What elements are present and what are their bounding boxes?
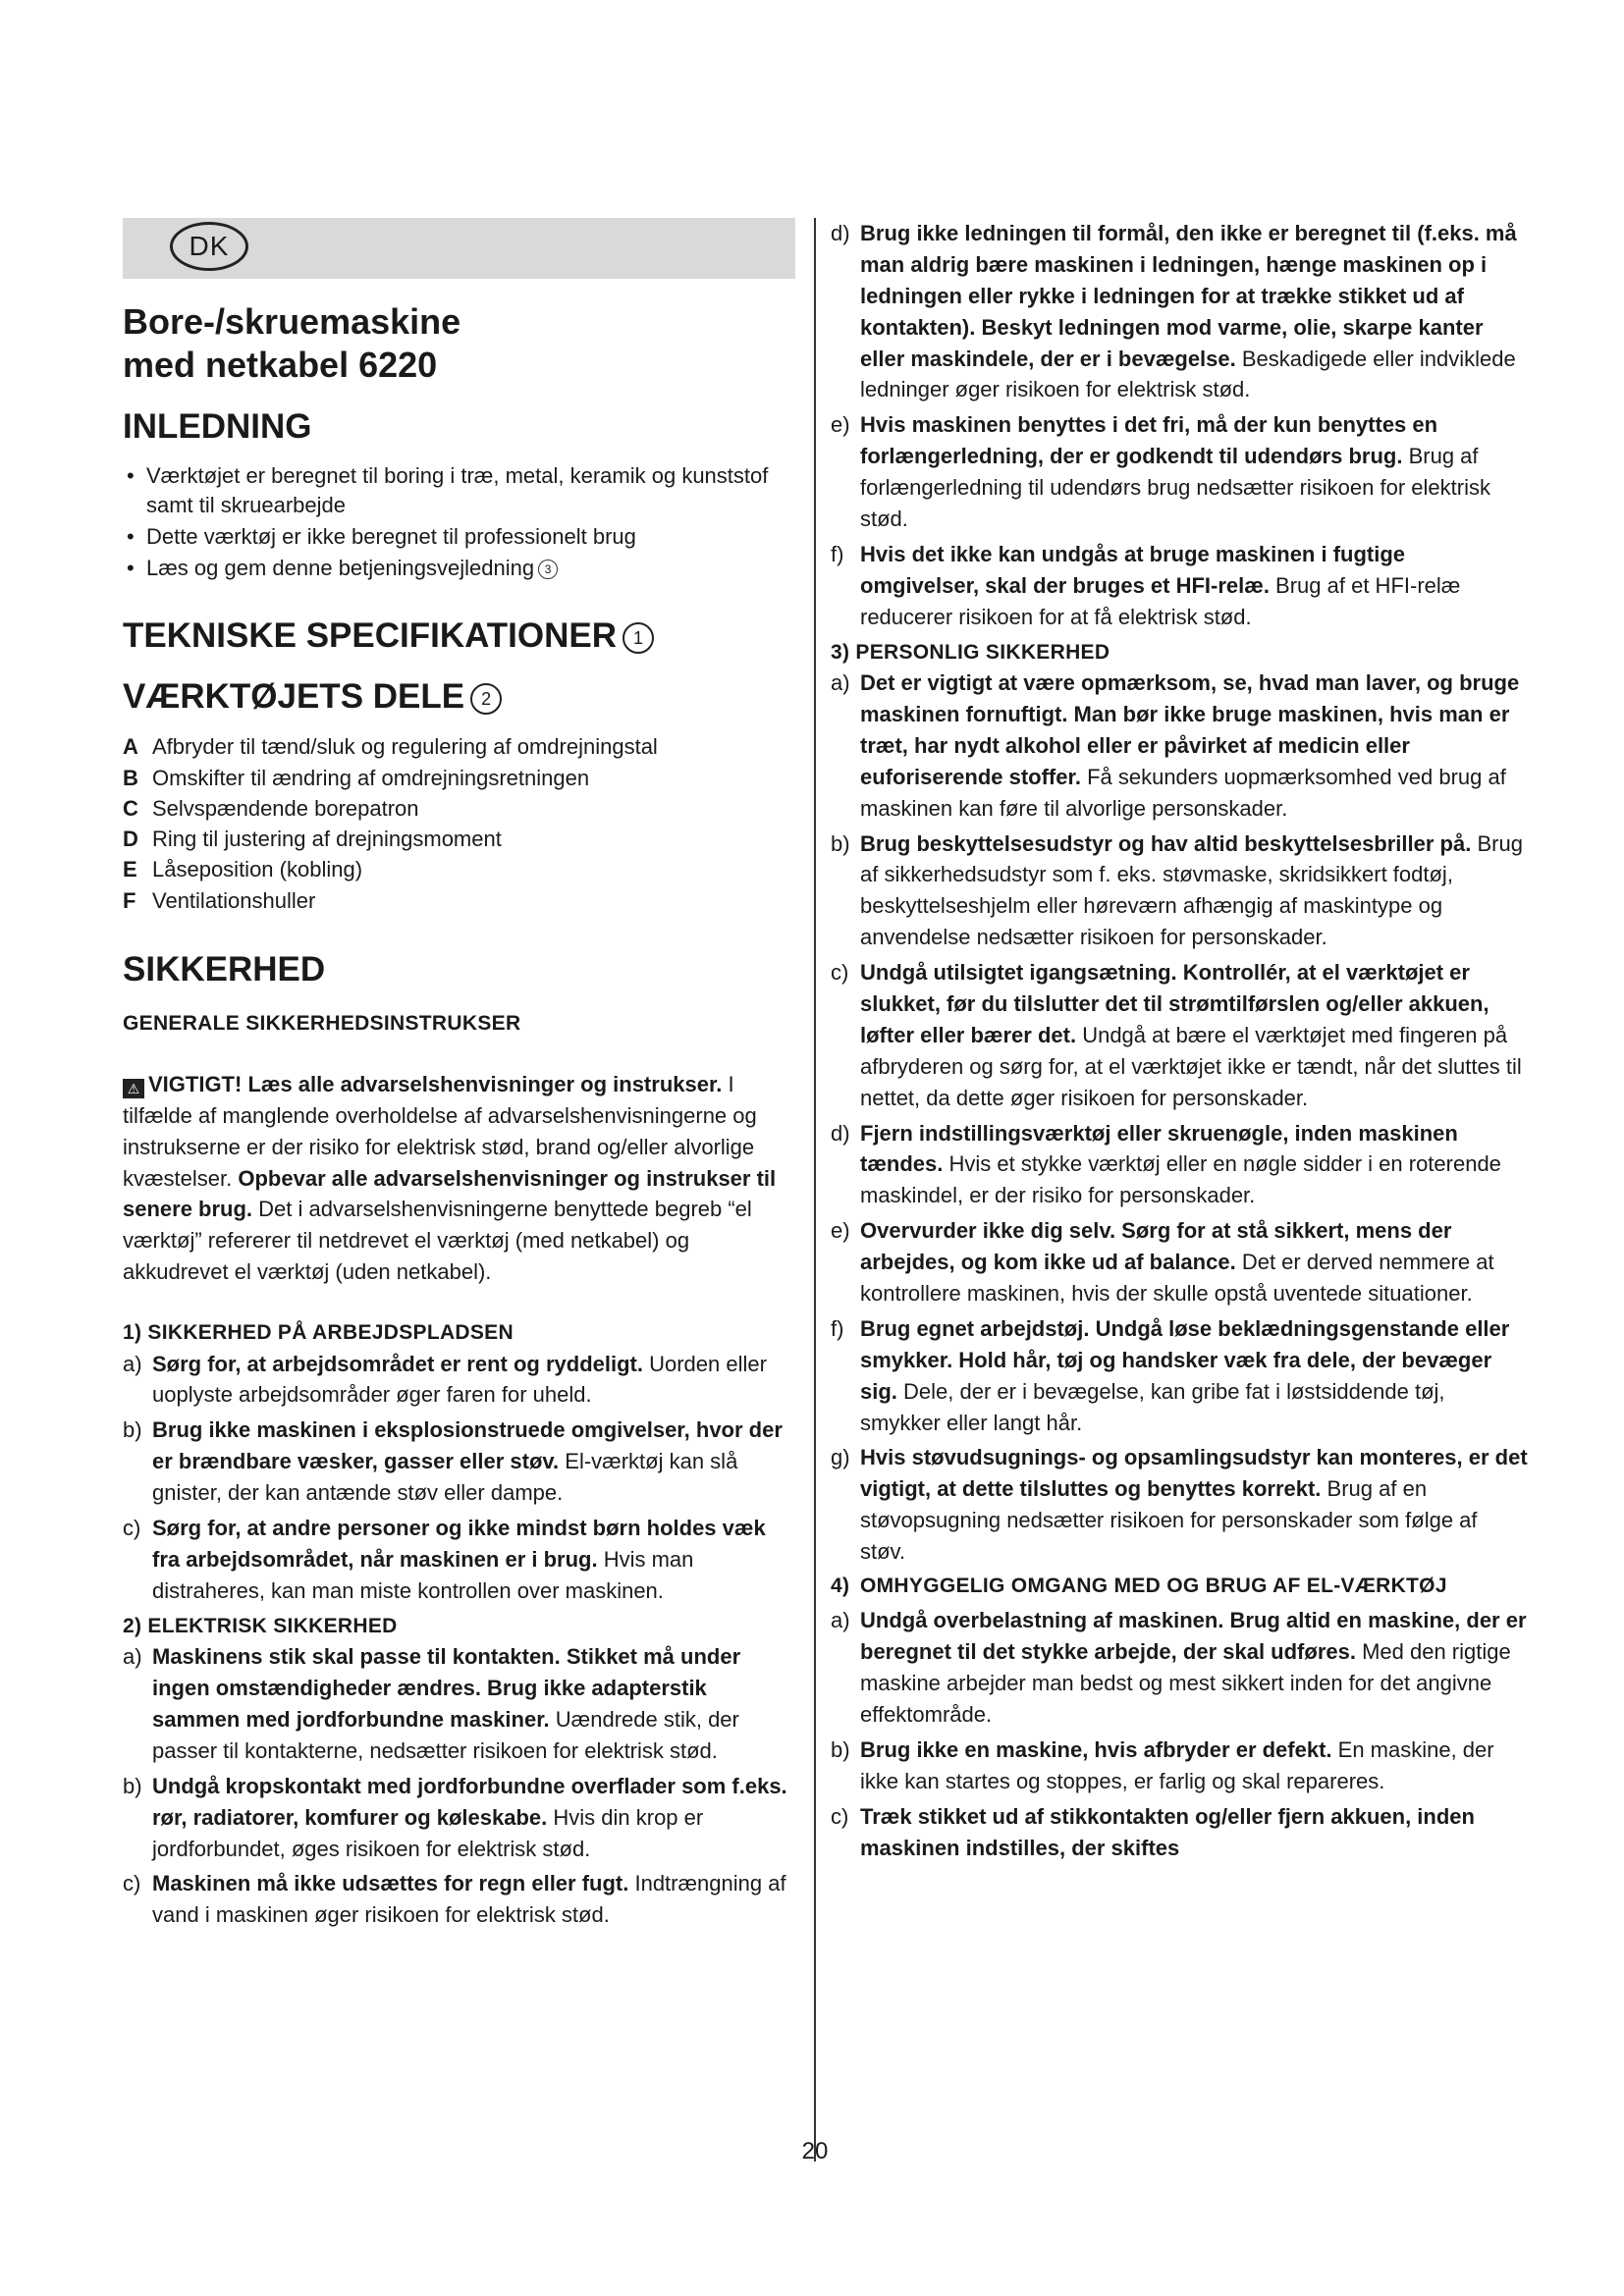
section-3-list — [831, 667, 1528, 1568]
list-item: f) Brug egnet arbejdstøj. Undgå løse beklædningsgenstande eller smykker. Hold hår, tøj og handsker væk fra dele, der bevæger sig. Dele, der er i bevægelse, kan gribe fat i løstsiddende tøj, smykker eller langt hår. — [831, 1315, 1510, 1435]
column-divider — [814, 218, 816, 2162]
section-1-list — [123, 1349, 795, 1607]
list-item: d) Fjern indstillingsværktøj eller skruenøgle, inden maskinen tændes. Hvis et stykke værktøj eller en nøgle sidder i en roterende maskindel, er der risiko for personskader. — [831, 1120, 1501, 1208]
list-item: b) Undgå kropskontakt med jordforbundne overflader som f.eks. rør, radiatorer, komfurer og køleskabe. Hvis din krop er jordforbundet, øges risikoen for elektrisk stød. — [123, 1773, 787, 1861]
language-band — [123, 218, 795, 279]
part-item: B Omskifter til ændring af omdrejningsretningen — [123, 765, 590, 790]
page-number: 20 — [801, 2138, 829, 2164]
parts-list — [123, 731, 795, 915]
parts-heading: VÆRKTØJETS DELE 2 — [123, 676, 795, 718]
list-item: a) Sørg for, at arbejdsområdet er rent og ryddeligt. Uorden eller uoplyste arbejdsområder øger faren for uheld. — [123, 1351, 767, 1408]
list-item: e) Overvurder ikke dig selv. Sørg for at stå sikkert, mens der arbejdes, og kom ikke ud af balance. Det er derved nemmere at kontrollere maskinen, hvis der skulle opstå uventede situationer. — [831, 1218, 1494, 1306]
list-item: d) Brug ikke ledningen til formål, den ikke er beregnet til (f.eks. må man aldrig bære maskinen i ledningen, hænge maskinen op i ledningen eller rykke i ledningen for at trække stikket ud af kontakten). Beskyt ledningen mod varme, olie, skarpe kanter eller maskindele, der er i bevægelse. Beskadigede eller indviklede ledninger øger risikoen for elektrisk stød. — [831, 221, 1517, 402]
intro-heading: INLEDNING — [123, 406, 312, 446]
intro-bullet-2: • Dette værktøj er ikke beregnet til professionelt brug — [123, 522, 795, 552]
section-2-title: 2) ELEKTRISK SIKKERHED — [123, 1614, 398, 1637]
intro-bullet-1: • Værktøjet er beregnet til boring i træ, metal, keramik og kunststof samt til skruearbejde — [123, 461, 795, 520]
list-item: c) Træk stikket ud af stikkontakten og/eller fjern akkuen, inden maskinen indstilles, der skiftes — [831, 1803, 1475, 1860]
section-4-title: 4) OMHYGGELIG OMGANG MED OG BRUG AF EL-VÆRKTØJ — [831, 1575, 1447, 1598]
specs-heading: TEKNISKE SPECIFIKATIONER 1 — [123, 615, 795, 657]
list-item: c) Undgå utilsigtet igangsætning. Kontrollér, at el værktøjet er slukket, før du tilslutter det til strømtilførslen og/eller akkuen, løfter eller bærer det. Undgå at bære el værktøjet med fingeren på afbryderen og sørg for, at el værktøjet ikke er tændt, når det sluttes til nettet, da dette øger risikoen for personskader. — [831, 960, 1522, 1110]
list-item: c) Sørg for, at andre personer og ikke mindst børn holdes væk fra arbejdsområdet, når maskinen er i brug. Hvis man distraheres, kan man miste kontrollen over maskinen. — [123, 1516, 766, 1603]
intro-bullet-3: • Læs og gem denne betjeningsvejledning 3 — [123, 554, 795, 583]
title-line-1: Bore-/skruemaskine — [123, 301, 461, 342]
list-item: b) Brug ikke en maskine, hvis afbryder er defekt. En maskine, der ikke kan startes og stoppes, er farlig og skal repareres. — [831, 1737, 1494, 1793]
part-item: C Selvspændende borepatron — [123, 795, 419, 821]
part-item: E Låseposition (kobling) — [123, 857, 363, 882]
list-item: e) Hvis maskinen benyttes i det fri, må der kun benyttes en forlængerledning, der er godkendt til udendørs brug. Brug af forlængerledning til udendørs brug nedsætter risikoen for elektrisk stød. — [831, 412, 1490, 532]
list-item: c) Maskinen må ikke udsættes for regn eller fugt. Indtrængning af vand i maskinen øger risikoen for elektrisk stød. — [123, 1871, 786, 1928]
left-column — [123, 218, 795, 1935]
section-3-title: 3) PERSONLIG SIKKERHED — [831, 640, 1110, 664]
part-item: F Ventilationshuller — [123, 887, 316, 913]
section-4-list — [831, 1605, 1528, 1863]
ref-number-1: 1 — [623, 622, 654, 654]
list-item: a) Maskinens stik skal passe til kontakten. Stikket må under ingen omstændigheder ændres. Brug ikke adapterstik sammen med jordforbundne maskiner. Uændrede stik, der passer til kontakterne, nedsætter risikoen for elektrisk stød. — [123, 1644, 741, 1763]
safety-heading: SIKKERHED — [123, 949, 326, 988]
warning-paragraph: ⚠ VIGTIGT! Læs alle advarselshenvisninger og instrukser. I tilfælde af manglende overholdelse af advarselshenvisningerne og instrukserne er der risiko for elektrisk stød, brand og/eller alvorlige kvæstelser. Opbevar alle advarselshenvisninger og instrukser til senere brug. Det i advarselshenvisningerne benyttede begreb “el værktøj” refererer til netdrevet el værktøj (med netkabel) og akkudrevet el værktøj (uden netkabel). — [123, 1071, 777, 1285]
list-item: a) Det er vigtigt at være opmærksom, se, hvad man laver, og bruge maskinen fornuftigt. Man bør ikke bruge maskinen, hvis man er træt, har nydt alkohol eller er påvirket af medicin eller euforiserende stoffer. Få sekunders uopmærksomhed ved brug af maskinen kan føre til alvorlige personskader. — [831, 670, 1520, 821]
section-2-list-left — [123, 1641, 795, 1931]
part-item: A Afbryder til tænd/sluk og regulering af omdrejningstal — [123, 734, 658, 760]
list-item: a) Undgå overbelastning af maskinen. Brug altid en maskine, der er beregnet til det stykke arbejde, der skal udføres. Med den rigtige maskine arbejder man bedst og mest sikkert inden for det angivne effektområde. — [831, 1608, 1527, 1728]
part-item: D Ring til justering af drejningsmoment — [123, 827, 502, 852]
ref-number-2: 2 — [470, 683, 502, 715]
list-item: b) Brug ikke maskinen i eksplosionstruede omgivelser, hvor der er brændbare væsker, gasser eller støv. El-værktøj kan slå gnister, der kan antænde støv eller dampe. — [123, 1417, 783, 1506]
title-line-2: med netkabel 6220 — [123, 344, 438, 385]
general-safety-subheading: GENERALE SIKKERHEDSINSTRUKSER — [123, 1011, 521, 1035]
intro-bullets — [123, 461, 795, 583]
document-title — [123, 300, 795, 387]
language-badge: DK — [170, 222, 248, 271]
list-item: g) Hvis støvudsugnings- og opsamlingsudstyr kan monteres, er det vigtigt, at dette tilsluttes og benyttes korrekt. Brug af en støvopsugning nedsætter risikoen for personskader som følge af støv. — [831, 1445, 1528, 1565]
warning-icon: ⚠ — [123, 1079, 144, 1098]
right-column — [831, 218, 1528, 1868]
ref-number-3: 3 — [538, 560, 558, 579]
section-2-list-right — [831, 218, 1528, 633]
list-item: f) Hvis det ikke kan undgås at bruge maskinen i fugtige omgivelser, skal der bruges et HFI-relæ. Brug af et HFI-relæ reducerer risikoen for at få elektrisk stød. — [831, 541, 1461, 629]
list-item: b) Brug beskyttelsesudstyr og hav altid beskyttelsesbriller på. Brug af sikkerhedsudstyr som f. eks. støvmaske, skridsikkert fodtøj, beskyttelseshjelm eller høreværn afhængig af maskintype og anvendelse nedsætter risikoen for personskader. — [831, 830, 1523, 950]
section-1-title: 1) SIKKERHED PÅ ARBEJDSPLADSEN — [123, 1321, 514, 1345]
